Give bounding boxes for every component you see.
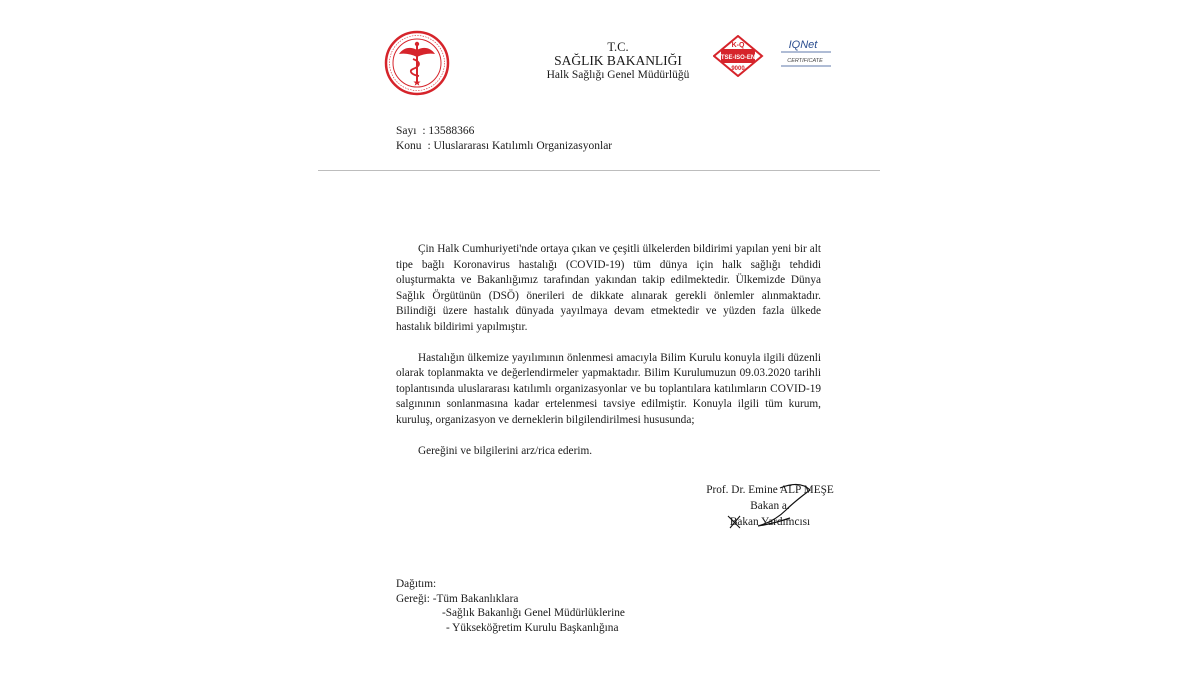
signer-line-2: Bakan a.	[750, 500, 790, 512]
document-meta	[396, 124, 612, 154]
header-ministry: SAĞLIK BAKANLIĞI	[554, 53, 682, 68]
document-page	[318, 0, 880, 675]
gereği-label: Gereği:	[396, 592, 430, 605]
distribution-item-3: - Yükseköğretim Kurulu Başkanlığına	[446, 621, 619, 634]
subject-value: : Uluslararası Katılımlı Organizasyonlar	[427, 140, 613, 152]
header-tc: T.C.	[607, 40, 629, 54]
number-label: Sayı	[396, 125, 417, 137]
document-body	[396, 242, 821, 474]
document-header	[518, 40, 718, 82]
cert-kq-text: K-Q	[731, 42, 745, 49]
number-row	[396, 124, 612, 139]
header-department: Halk Sağlığı Genel Müdürlüğü	[546, 69, 690, 81]
body-paragraph-3: Gereğini ve bilgilerini arz/rica ederim.	[418, 444, 593, 457]
cert-certificate-text: CERTIFICATE	[787, 58, 823, 64]
cert-tse-text: TSE-ISO-EN	[720, 55, 756, 61]
subject-row	[396, 139, 612, 154]
ministry-emblem-icon	[384, 30, 450, 96]
distribution-item-1: -Tüm Bakanlıklara	[432, 592, 519, 605]
distribution-item-2: -Sağlık Bakanlığı Genel Müdürlüklerine	[442, 607, 625, 619]
signer-name: Prof. Dr. Emine ALP MEŞE	[706, 484, 834, 496]
distribution-row-1	[396, 592, 625, 607]
distribution-block	[396, 577, 625, 635]
cert-9000-text: 9000	[731, 66, 745, 72]
body-paragraph-2: Hastalığın ülkemize yayılımının önlenmesi amacıyla Bilim Kurulu konuyla ilgili düzenli olarak toplanmakta ve değerlendirmeler yapmaktadır. Bilim Kurulumuzun 09.03.2020 tarihli toplantısında uluslararası katılımlı organizasyonlar ve bu toplantılara katılımların COVID-19 salgınının sonlanmasına kadar ertelenmesi tavsiye edilmiştir. Konuyla ilgili tüm kurum, kuruluş, organizasyon ve derneklerin bilgilendirilmesi hususunda;	[396, 351, 821, 426]
body-paragraph-1: Çin Halk Cumhuriyeti'nde ortaya çıkan ve çeşitli ülkelerden bildirimi yapılan yeni bir alt tipe bağlı Koronavirus hastalığı (COVID-19) tüm dünya için halk sağlığı tehdidi oluşturmakta ve Bakanlığımız tarafından yakından takip edilmektedir. Ülkemizde Dünya Sağlık Örgütünün (DSÖ) önerileri de dikkate alınarak gerekli önlemler alınmaktadır. Bilindiği üzere hastalık dünyada yayılmaya devam etmektedir ve yüzden fazla ülkede hastalık bildirimi yapılmıştır.	[396, 243, 821, 333]
signer-title: Bakan Yardımcısı	[729, 516, 811, 528]
signature-block	[700, 482, 840, 530]
iso-certificate-icon	[713, 35, 843, 77]
distribution-title: Dağıtım:	[396, 578, 437, 590]
cert-iqnet-text: IQNet	[788, 39, 818, 51]
number-value: : 13588366	[422, 125, 475, 137]
subject-label: Konu	[396, 140, 422, 152]
header-divider	[318, 170, 880, 171]
